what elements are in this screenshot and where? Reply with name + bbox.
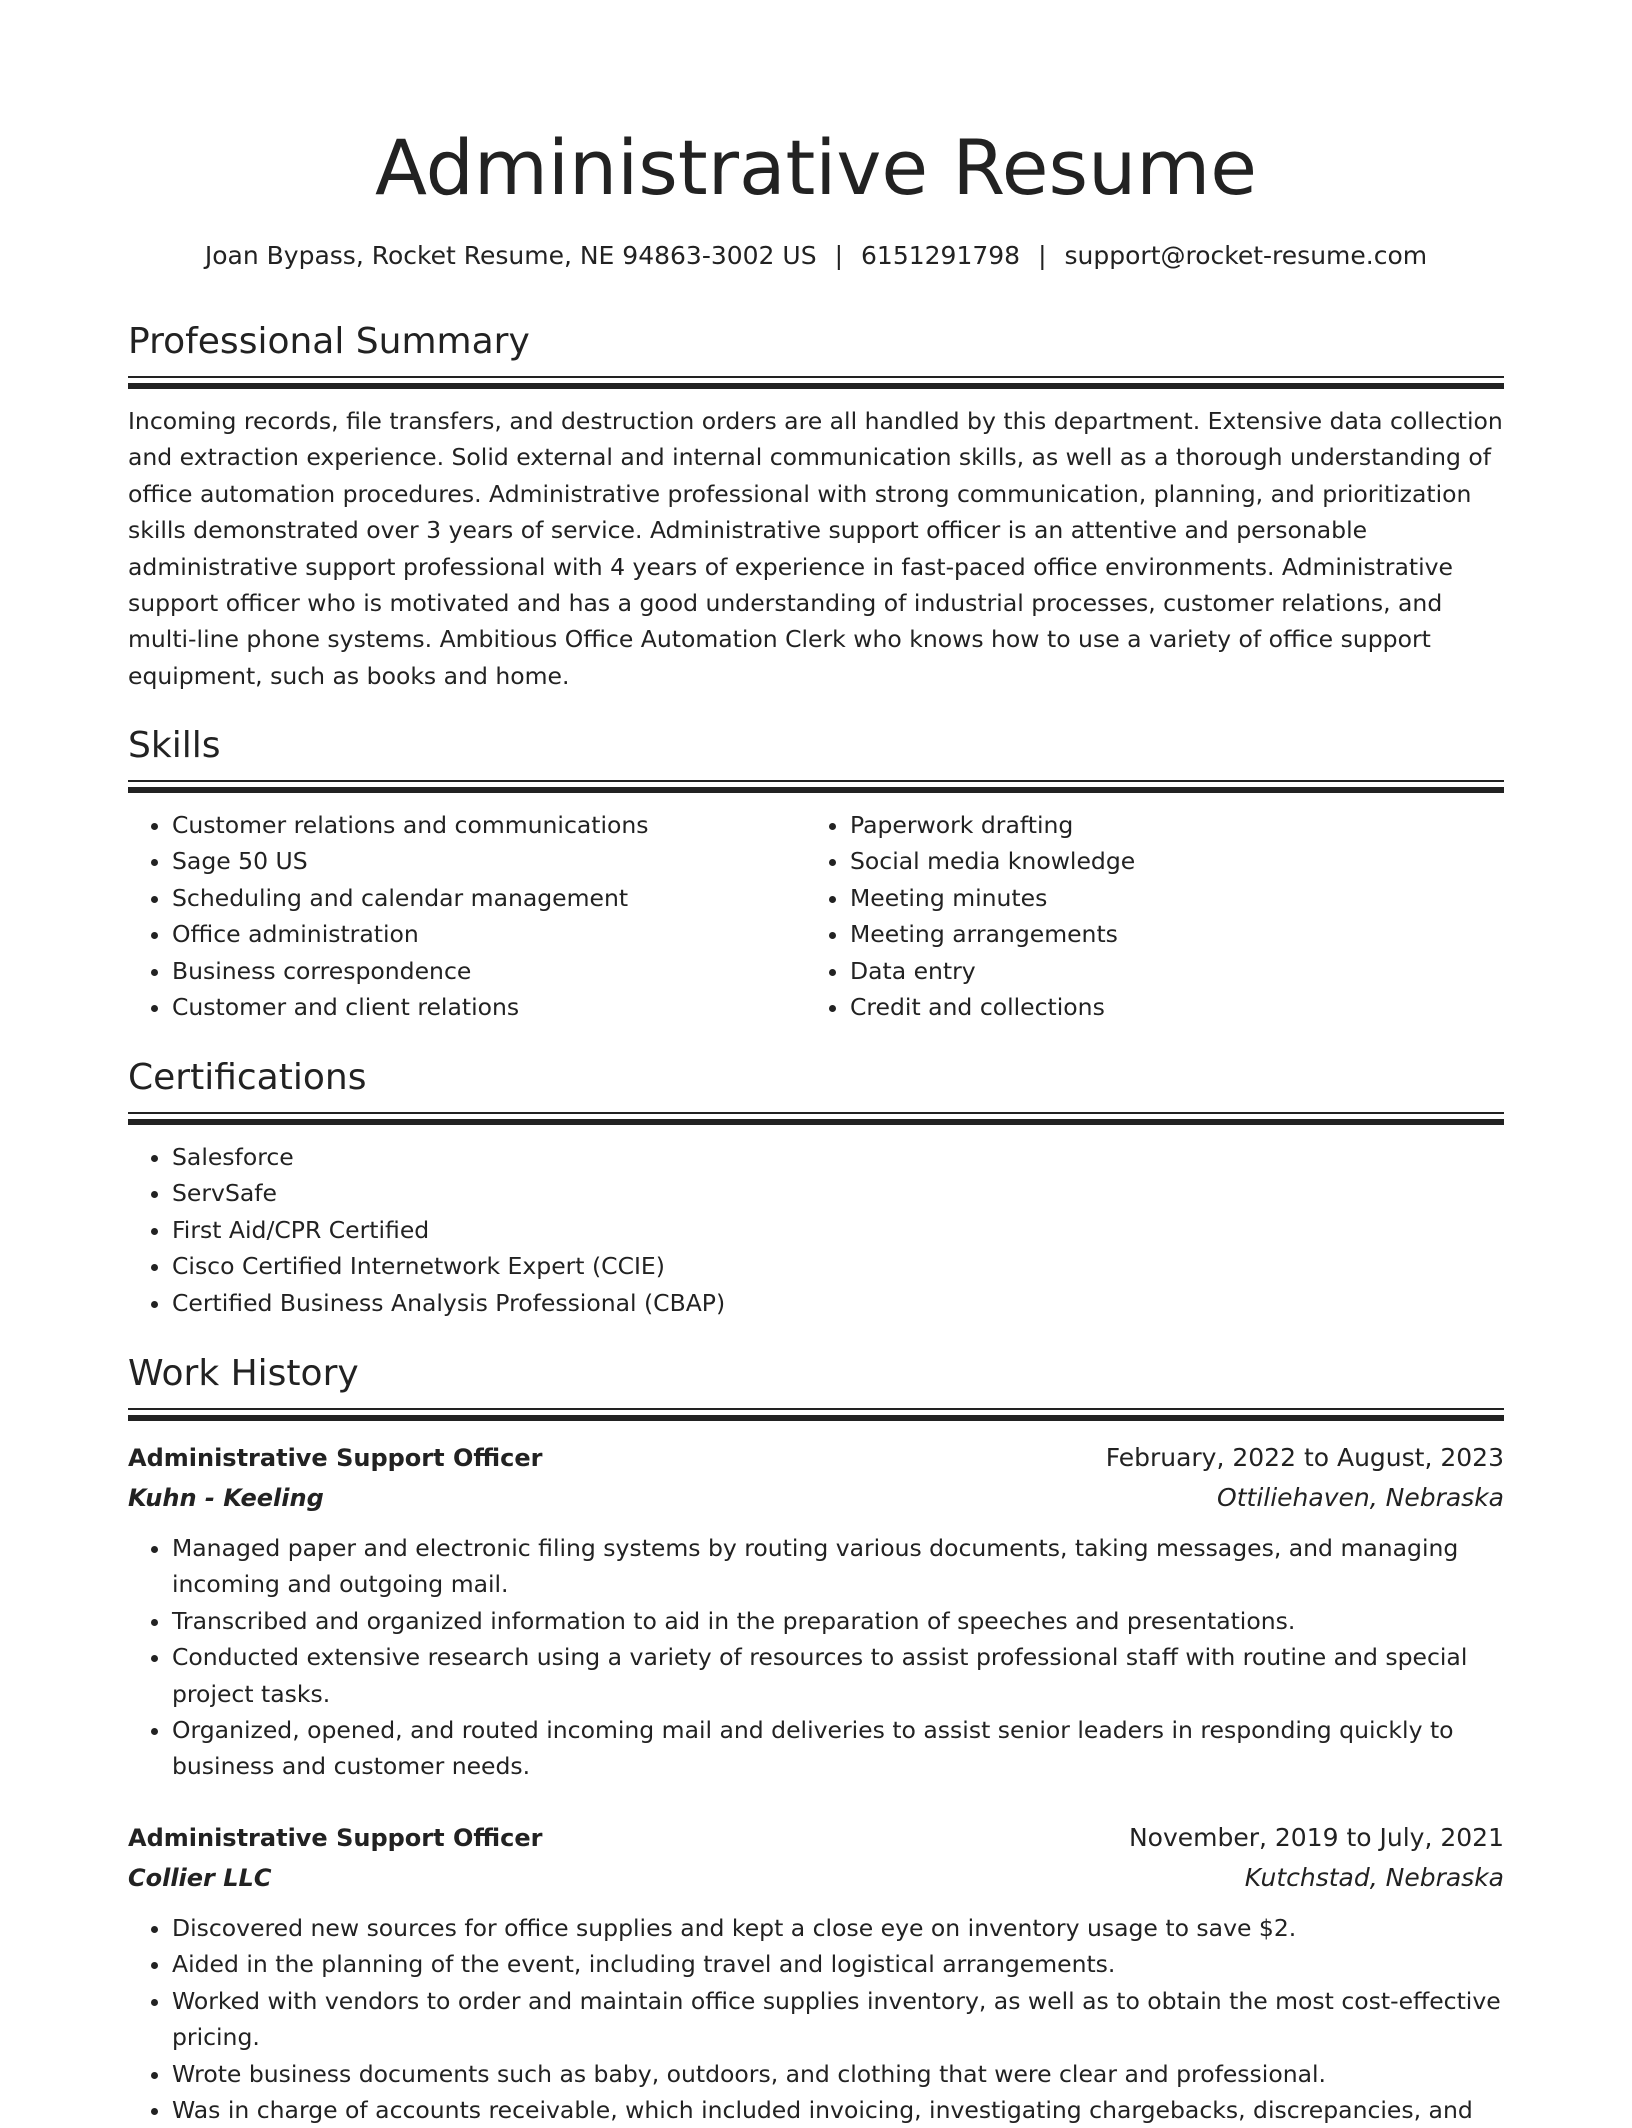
job-bullet: • Managed paper and electronic filing systems by routing various documents, taking messages, and managing incoming and outgoing mail.	[172, 1530, 1504, 1603]
job-bullets	[128, 1530, 1504, 1785]
certification-item: • Certified Business Analysis Professional (CBAP)	[172, 1285, 1504, 1321]
job-bullets	[128, 1910, 1504, 2128]
skills-list-right	[806, 807, 1484, 1025]
job-dates: February, 2022 to August, 2023	[1105, 1443, 1504, 1472]
job-bullet: • Discovered new sources for office supplies and kept a close eye on inventory usage to save $2.	[172, 1910, 1504, 1946]
contact-phone: 6151291798	[861, 241, 1021, 270]
job-bullet: • Aided in the planning of the event, including travel and logistical arrangements.	[172, 1946, 1504, 1982]
section-divider	[128, 376, 1504, 378]
certifications-list	[128, 1139, 1504, 1321]
skill-item: • Sage 50 US	[172, 843, 806, 879]
summary-heading: Professional Summary	[128, 321, 530, 362]
job-bullet: • Organized, opened, and routed incoming mail and deliveries to assist senior leaders in responding quickly to business and customer needs.	[172, 1712, 1504, 1785]
contact-email: support@rocket-resume.com	[1064, 241, 1428, 270]
job-bullet-list	[128, 1530, 1504, 1785]
summary-section	[128, 318, 1504, 694]
section-divider	[128, 780, 1504, 782]
work-history-section	[128, 1350, 1504, 1421]
section-divider	[128, 1112, 1504, 1114]
section-divider	[128, 1408, 1504, 1410]
job-bullet: • Was in charge of accounts receivable, which included invoicing, investigating chargebacks, discrepancies, and	[172, 2092, 1504, 2128]
job-title: Administrative Support Officer	[128, 1824, 543, 1852]
skills-list-left	[128, 807, 806, 1025]
skill-item: • Paperwork drafting	[850, 807, 1484, 843]
skills-heading: Skills	[128, 725, 221, 766]
skill-item: • Credit and collections	[850, 989, 1484, 1025]
job-entry	[128, 1818, 1504, 2128]
contact-separator: |	[1038, 241, 1047, 270]
contact-line	[128, 238, 1504, 274]
skill-item: • Social media knowledge	[850, 843, 1484, 879]
job-bullet: • Worked with vendors to order and maintain office supplies inventory, as well as to obtain the most cost-effective pricing.	[172, 1983, 1504, 2056]
skill-item: • Office administration	[172, 916, 806, 952]
job-location: Ottiliehaven, Nebraska	[1217, 1483, 1504, 1512]
section-divider-thick	[128, 1119, 1504, 1125]
section-divider-thick	[128, 787, 1504, 793]
job-location: Kutchstad, Nebraska	[1244, 1863, 1504, 1892]
certifications-section	[128, 1054, 1504, 1321]
summary-text: Incoming records, file transfers, and destruction orders are all handled by this department. Extensive data collection and extraction experience. Solid external and internal communication skills, as well as a thorough understanding of office automation procedures. Administrative professional with strong communication, planning, and prioritization skills demonstrated over 3 years of service. Administrative support officer is an attentive and personable administrative support professional with 4 years of experience in fast-paced office environments. Administrative support officer who is motivated and has a good understanding of industrial processes, customer relations, and multi-line phone systems. Ambitious Office Automation Clerk who knows how to use a variety of office support equipment, such as books and home.	[128, 407, 1503, 690]
skill-item: • Customer and client relations	[172, 989, 806, 1025]
skill-item: • Scheduling and calendar management	[172, 880, 806, 916]
certifications-list-wrap	[128, 1139, 1504, 1321]
certifications-heading: Certifications	[128, 1057, 367, 1098]
section-divider-thick	[128, 1415, 1504, 1421]
job-bullet: • Transcribed and organized information to aid in the preparation of speeches and presentations.	[172, 1603, 1504, 1639]
job-header-row	[128, 1818, 1504, 1858]
job-company: Kuhn - Keeling	[128, 1484, 324, 1512]
skill-item: • Business correspondence	[172, 953, 806, 989]
job-bullet: • Wrote business documents such as baby, outdoors, and clothing that were clear and professional.	[172, 2056, 1504, 2092]
job-subheader-row	[128, 1478, 1504, 1518]
skills-columns	[128, 807, 1504, 1025]
skill-item: • Data entry	[850, 953, 1484, 989]
job-dates: November, 2019 to July, 2021	[1128, 1823, 1504, 1852]
job-bullet-list	[128, 1910, 1504, 2128]
skill-item: • Meeting minutes	[850, 880, 1484, 916]
contact-address: Joan Bypass, Rocket Resume, NE 94863-3002 US	[204, 241, 817, 270]
skill-item: • Meeting arrangements	[850, 916, 1484, 952]
certification-item: • First Aid/CPR Certified	[172, 1212, 1504, 1248]
certification-item: • Cisco Certified Internetwork Expert (CCIE)	[172, 1248, 1504, 1284]
job-header-row	[128, 1438, 1504, 1478]
skills-section	[128, 722, 1504, 1025]
certification-item: • Salesforce	[172, 1139, 1504, 1175]
section-divider-thick	[128, 383, 1504, 389]
skill-item: • Customer relations and communications	[172, 807, 806, 843]
job-subheader-row	[128, 1858, 1504, 1898]
job-entry	[128, 1438, 1504, 1785]
job-company: Collier LLC	[128, 1864, 272, 1892]
job-title: Administrative Support Officer	[128, 1444, 543, 1472]
job-bullet: • Conducted extensive research using a variety of resources to assist professional staff with routine and special project tasks.	[172, 1639, 1504, 1712]
certification-item: • ServSafe	[172, 1175, 1504, 1211]
work-history-heading: Work History	[128, 1353, 359, 1394]
contact-separator: |	[834, 241, 844, 270]
resume-title: Administrative Resume	[374, 123, 1258, 212]
